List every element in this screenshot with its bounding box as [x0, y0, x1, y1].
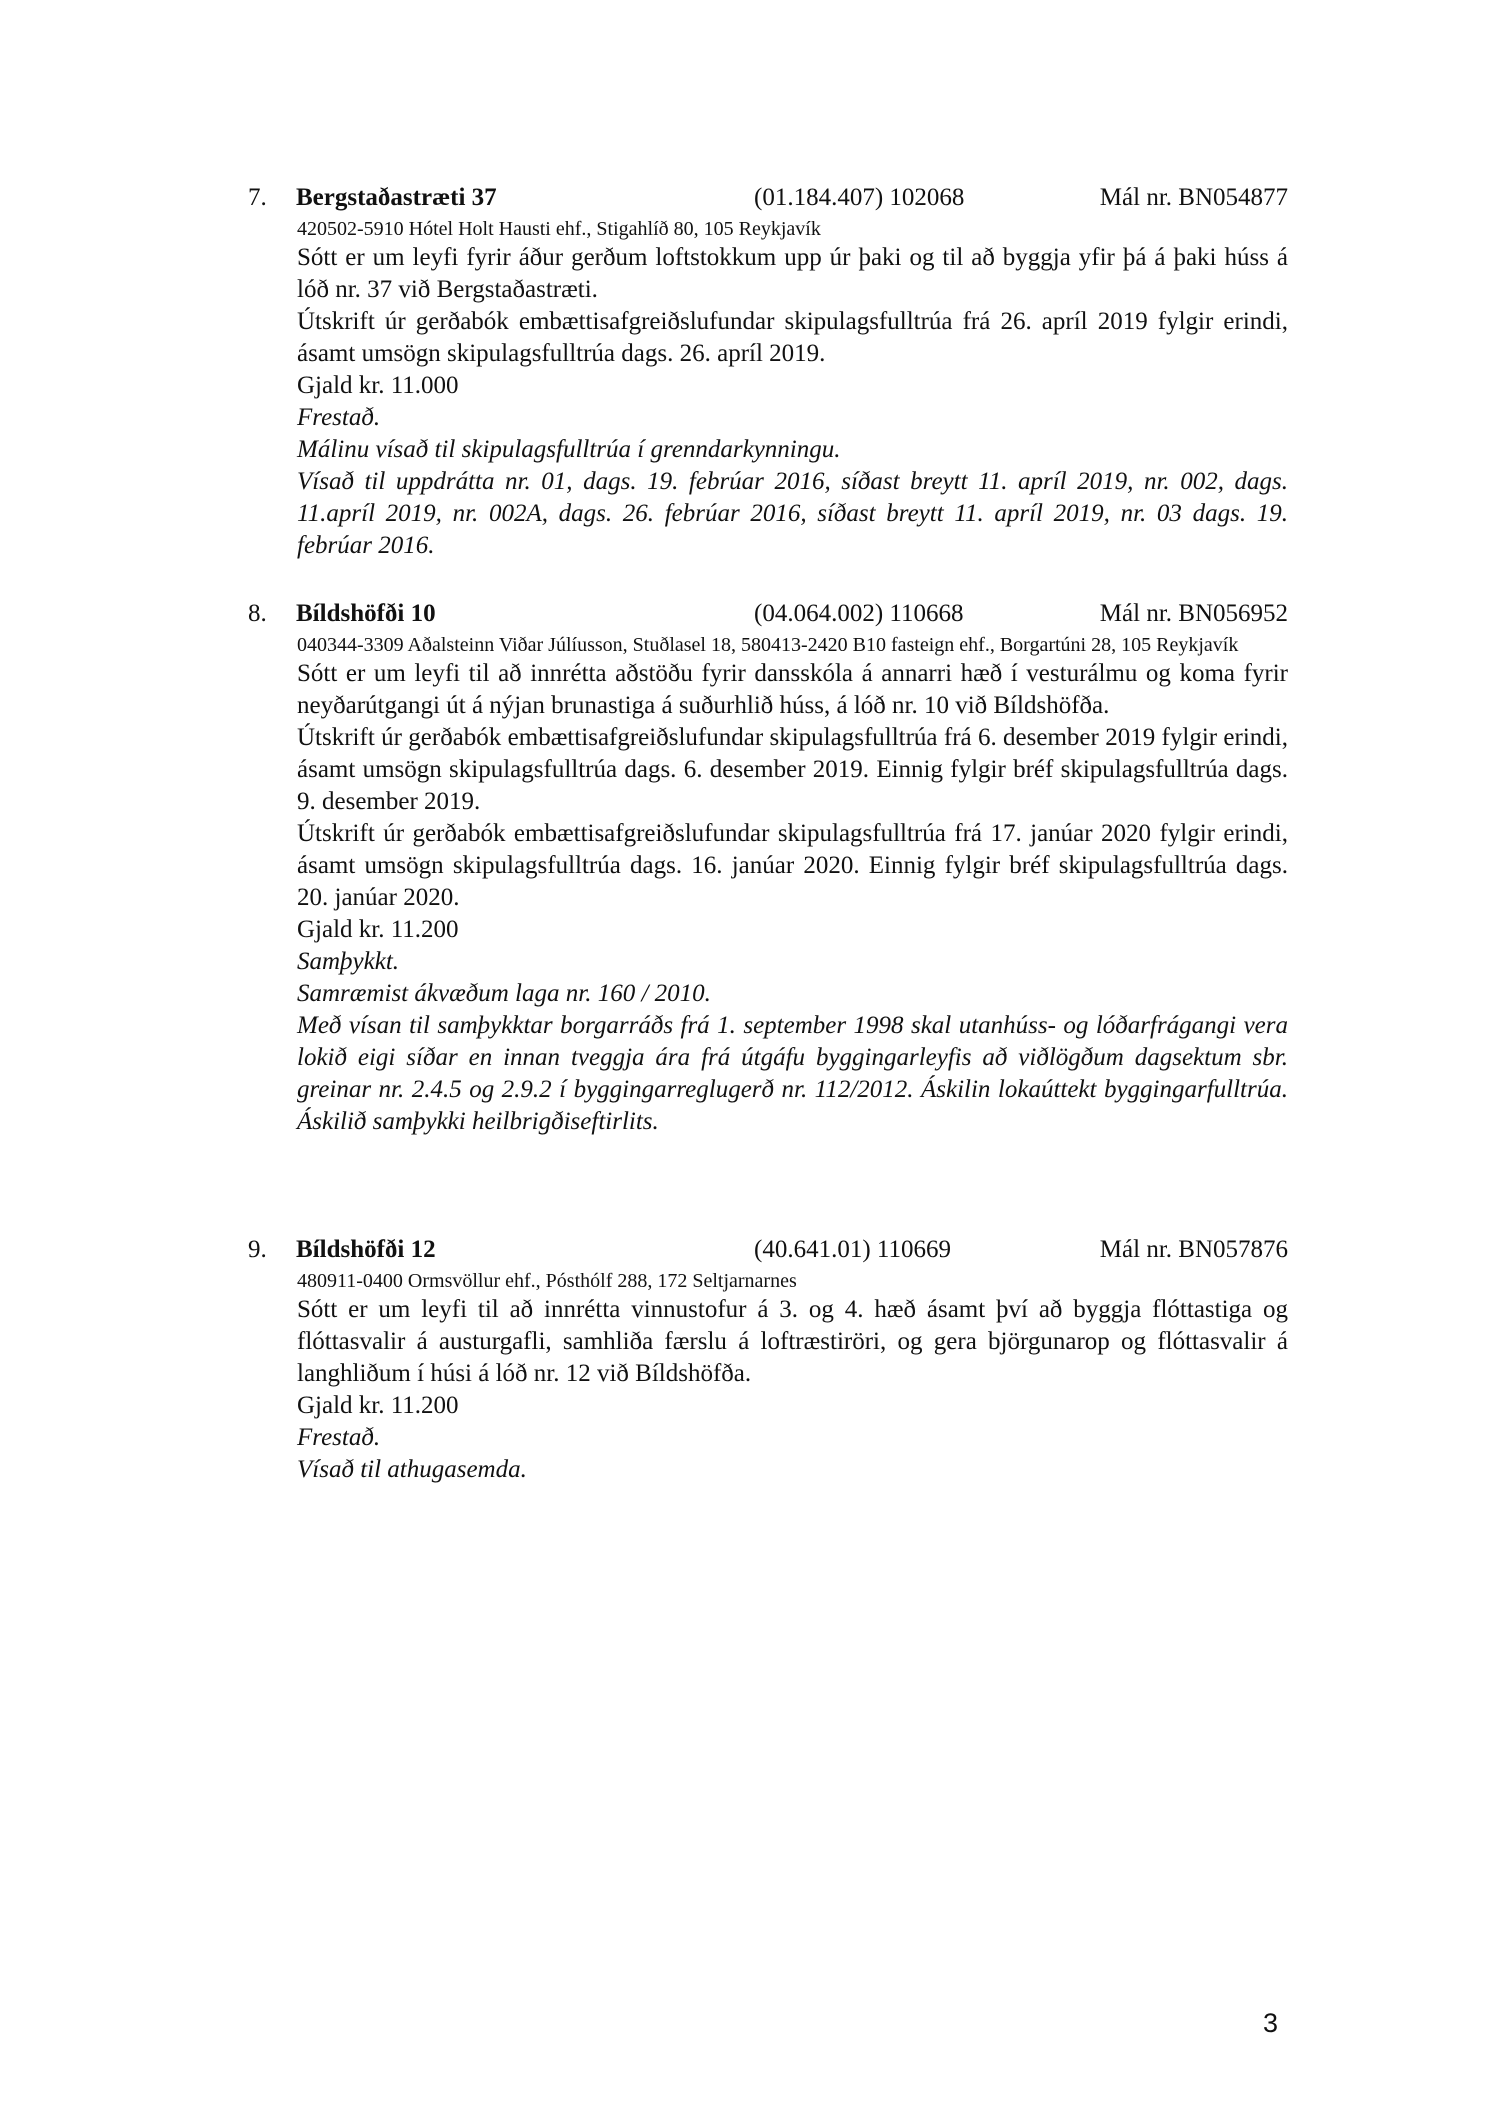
case-body	[297, 216, 1288, 562]
applicant-line: 480911-0400 Ormsvöllur ehf., Pósthólf 288, 172 Seltjarnarnes	[297, 1270, 797, 1292]
case-decision-note: Málinu vísað til skipulagsfulltrúa í grenndarkynningu.	[297, 436, 841, 463]
case-address: Bíldshöfði 12	[296, 1236, 436, 1263]
case-decision-note: Samræmist ákvæðum laga nr. 160 / 2010.	[297, 980, 711, 1007]
case-file-number: Mál nr. BN057876	[1099, 1236, 1288, 1263]
case-8	[248, 596, 1288, 1138]
case-fee: Gjald kr. 11.200	[297, 1392, 459, 1419]
case-reference: (01.184.407) 102068	[754, 184, 965, 211]
case-address: Bíldshöfði 10	[296, 600, 436, 627]
case-attachment-note: Útskrift úr gerðabók embættisafgreiðslufundar skipulagsfulltrúa frá 26. apríl 2019 fylgir erindi, ásamt umsögn skipulagsfulltrúa dags. 26. apríl 2019.	[297, 308, 1288, 367]
case-decision-note: Vísað til uppdrátta nr. 01, dags. 19. febrúar 2016, síðast breytt 11. apríl 2019, nr. 002, dags. 11.apríl 2019, nr. 002A, dags. 26. febrúar 2016, síðast breytt 11. apríl 2019, nr. 03 dags. 19. febrúar 2016.	[297, 468, 1288, 559]
page-number: 3	[1262, 2008, 1278, 2038]
case-decision-note: Með vísan til samþykktar borgarráðs frá 1. september 1998 skal utanhúss- og lóðarfrágangi vera lokið eigi síðar en innan tveggja ára frá útgáfu byggingarleyfis að viðlögðum dagsektum sbr. greinar nr. 2.4.5 og 2.9.2 í byggingarreglugerð nr. 112/2012. Áskilin lokaúttekt byggingarfulltrúa. Áskilið samþykki heilbrigðiseftirlits.	[297, 1012, 1288, 1135]
case-header	[248, 1232, 1288, 1268]
case-body	[297, 1268, 1288, 1486]
case-file-number: Mál nr. BN056952	[1099, 600, 1288, 627]
case-address: Bergstaðastræti 37	[296, 184, 497, 211]
case-number: 9.	[248, 1236, 267, 1263]
case-attachment-note: Útskrift úr gerðabók embættisafgreiðslufundar skipulagsfulltrúa frá 6. desember 2019 fylgir erindi, ásamt umsögn skipulagsfulltrúa dags. 6. desember 2019. Einnig fylgir bréf skipulagsfulltrúa dags. 9. desember 2019.	[297, 724, 1288, 815]
case-7	[248, 180, 1288, 562]
case-decision-note: Vísað til athugasemda.	[297, 1456, 527, 1483]
case-fee: Gjald kr. 11.000	[297, 372, 459, 399]
case-number: 8.	[248, 600, 267, 627]
case-reference: (40.641.01) 110669	[754, 1236, 951, 1263]
case-attachment-note: Útskrift úr gerðabók embættisafgreiðslufundar skipulagsfulltrúa frá 17. janúar 2020 fylgir erindi, ásamt umsögn skipulagsfulltrúa dags. 16. janúar 2020. Einnig fylgir bréf skipulagsfulltrúa dags. 20. janúar 2020.	[297, 820, 1288, 911]
applicant-line: 420502-5910 Hótel Holt Hausti ehf., Stigahlíð 80, 105 Reykjavík	[297, 218, 821, 240]
case-9	[248, 1232, 1288, 1486]
case-fee: Gjald kr. 11.200	[297, 916, 459, 943]
case-header	[248, 596, 1288, 632]
case-header	[248, 180, 1288, 216]
case-decision: Frestað.	[297, 1424, 381, 1451]
applicant-line: 040344-3309 Aðalsteinn Viðar Júlíusson, Stuðlasel 18, 580413-2420 B10 fasteign ehf., Borgartúni 28, 105 Reykjavík	[297, 634, 1239, 656]
case-description: Sótt er um leyfi til að innrétta vinnustofur á 3. og 4. hæð ásamt því að byggja flóttastiga og flóttasvalir á austurgafli, samhliða færslu á loftræstiröri, og gera björgunarop og flóttasvalir á langhliðum í húsi á lóð nr. 12 við Bíldshöfða.	[297, 1296, 1288, 1387]
case-decision: Samþykkt.	[297, 948, 400, 975]
case-file-number: Mál nr. BN054877	[1099, 184, 1288, 211]
case-decision: Frestað.	[297, 404, 381, 431]
case-reference: (04.064.002) 110668	[754, 600, 964, 627]
case-description: Sótt er um leyfi fyrir áður gerðum loftstokkum upp úr þaki og til að byggja yfir þá á þaki húss á lóð nr. 37 við Bergstaðastræti.	[297, 244, 1288, 303]
case-number: 7.	[248, 184, 267, 211]
case-body	[297, 632, 1288, 1138]
case-description: Sótt er um leyfi til að innrétta aðstöðu fyrir dansskóla á annarri hæð í vesturálmu og koma fyrir neyðarútgangi út á nýjan brunastiga á suðurhlið húss, á lóð nr. 10 við Bíldshöfða.	[297, 660, 1288, 719]
